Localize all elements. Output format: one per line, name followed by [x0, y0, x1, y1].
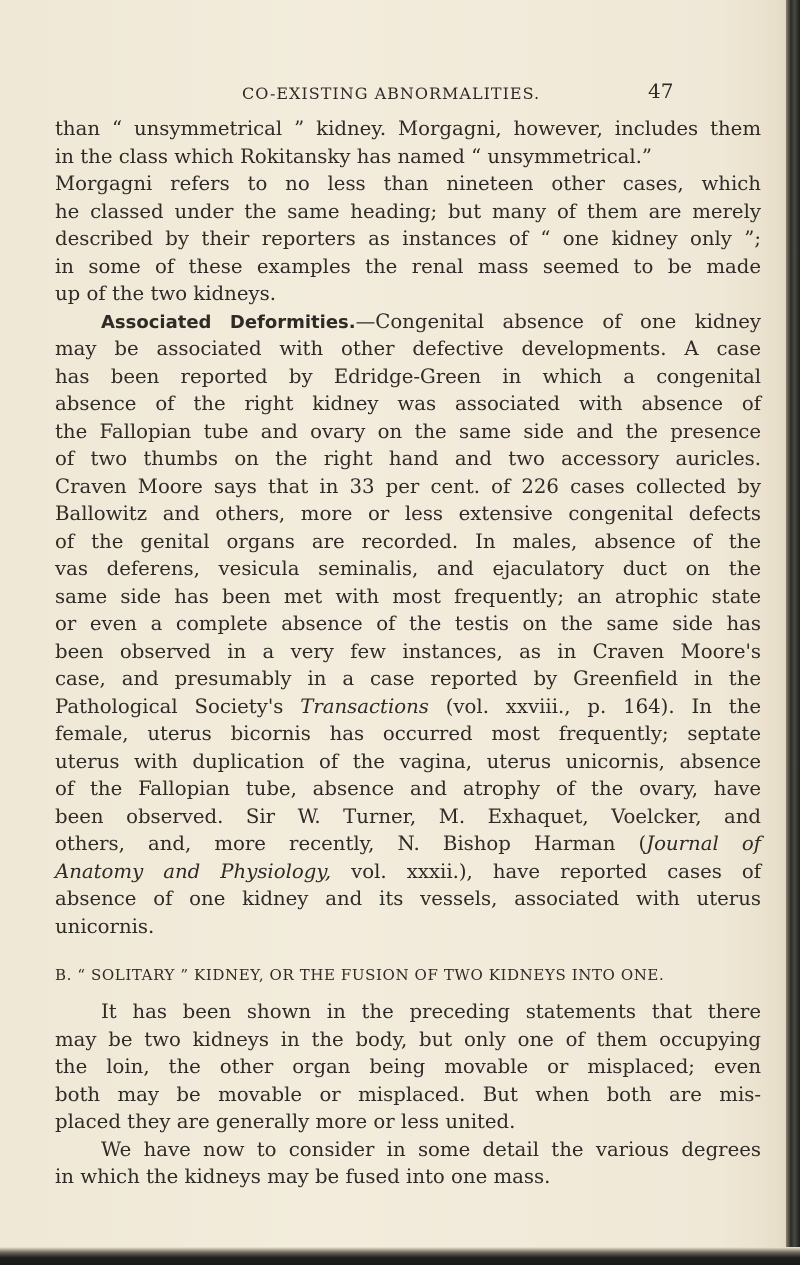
text-line: been observed. Sir W. Turner, M. Exhaquet, Voelcker, and — [55, 804, 761, 828]
text-line: vas deferens, vesicula seminalis, and ejaculatory duct on the — [55, 557, 761, 580]
text-run: (vol. xxviii., p. 164). In the — [428, 694, 761, 718]
text-line: the Fallopian tube and ovary on the same side and the presence — [55, 419, 761, 443]
text-line: in some of these examples the renal mass seemed to be made — [55, 254, 761, 278]
text-line: placed they are generally more or less united. — [55, 1110, 516, 1133]
italic-title: Journal of — [646, 832, 761, 855]
text-line — [55, 858, 761, 886]
text-line: of two thumbs on the right hand and two accessory auricles. — [55, 447, 761, 470]
text-line: Morgagni refers to no less than nineteen other cases, which — [55, 172, 761, 195]
text-line: case, and presumably in a case reported by Greenfield in the — [55, 667, 761, 690]
section-heading: B. “ SOLITARY ” KIDNEY, OR THE FUSION OF TWO KIDNEYS INTO ONE. — [55, 966, 665, 984]
text-line: or even a complete absence of the testis on the same side has — [55, 612, 761, 635]
text-line: female, uterus bicornis has occurred most frequently; septate — [55, 722, 761, 745]
paragraph-solitary-kidney — [55, 998, 761, 1136]
text-line: than “ unsymmetrical ” kidney. Morgagni, however, includes them — [55, 117, 761, 140]
italic-title: Transactions — [300, 694, 429, 718]
paragraph-associated-deformities — [55, 308, 761, 941]
text-line: described by their reporters as instances of “ one kidney only ”; — [55, 227, 761, 250]
page-number: 47 — [648, 79, 674, 103]
body-text — [55, 115, 761, 1191]
italic-title: Anatomy and Physiology, — [55, 859, 332, 883]
text-line: absence of one kidney and its vessels, associated with uterus — [55, 887, 761, 910]
text-line: he classed under the same heading; but many of them are merely — [55, 199, 761, 223]
text-line: in the class which Rokitansky has named “ unsymmetrical.” — [55, 144, 652, 168]
text-line: in which the kidneys may be fused into one mass. — [55, 1165, 551, 1188]
text-line: been observed in a very few instances, as in Craven Moore's — [55, 639, 761, 663]
text-line: Ballowitz and others, more or less extensive congenital defects — [55, 502, 761, 525]
text-line: Craven Moore says that in 33 per cent. of 226 cases collected by — [55, 474, 761, 498]
running-title: CO-EXISTING ABNORMALITIES. — [242, 84, 541, 103]
page-header — [0, 79, 800, 108]
text-line: absence of the right kidney was associated with absence of — [55, 392, 761, 415]
run-in-heading: Associated Deformities. — [101, 311, 356, 333]
text-line: may be two kidneys in the body, but only one of them occupying — [55, 1027, 761, 1051]
text-line: the loin, the other organ being movable or misplaced; even — [55, 1055, 761, 1078]
page-edge-bottom — [0, 1247, 800, 1265]
text-line: unicornis. — [55, 914, 155, 938]
text-line: uterus with duplication of the vagina, uterus unicornis, absence — [55, 749, 761, 773]
text-run: —Congenital absence of one kidney — [355, 309, 761, 333]
text-line: of the genital organs are recorded. In males, absence of the — [55, 529, 761, 553]
text-line — [55, 308, 761, 336]
text-line: up of the two kidneys. — [55, 282, 276, 305]
text-line — [55, 830, 761, 858]
page-edge-right — [786, 0, 800, 1265]
text-run: others, and, more recently, N. Bishop Harman ( — [55, 832, 647, 855]
text-line: same side has been met with most frequently; an atrophic state — [55, 584, 761, 608]
text-run: vol. xxxii.), have reported cases of — [331, 859, 761, 883]
text-run: Pathological Society's — [55, 694, 301, 718]
text-line — [55, 693, 761, 721]
text-line: both may be movable or misplaced. But when both are mis- — [55, 1082, 761, 1106]
paragraph-fusion-degrees — [55, 1136, 761, 1191]
text-line: may be associated with other defective developments. A case — [55, 337, 761, 360]
paragraph-continuation — [55, 115, 761, 308]
text-line: of the Fallopian tube, absence and atrophy of the ovary, have — [55, 777, 761, 800]
text-line: We have now to consider in some detail the various degrees — [101, 1137, 761, 1161]
text-line: has been reported by Edridge-Green in which a congenital — [55, 364, 761, 388]
text-line: It has been shown in the preceding statements that there — [101, 1000, 761, 1023]
